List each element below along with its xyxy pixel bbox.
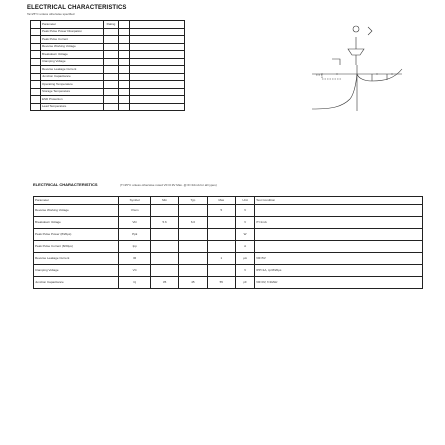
ratings-note-cell	[130, 21, 185, 29]
ec-header-row	[34, 197, 423, 205]
ratings-row	[31, 88, 185, 96]
ec-min-cell	[150, 229, 178, 241]
ratings-unit-cell	[119, 21, 130, 29]
ec-symbol-cell: IR	[119, 253, 151, 265]
ec-min-header: Min	[150, 197, 178, 205]
ratings-symbol-cell	[31, 36, 41, 44]
ec-row	[34, 253, 423, 265]
package-outline-upper	[332, 26, 372, 65]
ratings-row	[31, 43, 185, 51]
ratings-parameter-cell: Storage Temperature	[41, 88, 104, 96]
ratings-note-cell	[130, 73, 185, 81]
ratings-value-cell	[104, 103, 119, 111]
ratings-value-cell	[104, 96, 119, 104]
ratings-parameter-cell: Operating Temperature	[41, 81, 104, 89]
ratings-row	[31, 81, 185, 89]
ec-condition-cell: VR=5V	[255, 253, 423, 265]
ec-row	[34, 229, 423, 241]
ec-row	[34, 277, 423, 289]
ec-unit-cell: V	[236, 205, 255, 217]
ratings-note-cell	[130, 66, 185, 74]
ratings-parameter-cell: Lead Temperature	[41, 103, 104, 111]
ec-max-cell: 1	[207, 253, 235, 265]
ratings-value-cell: Rating	[104, 21, 119, 29]
ec-typ-header: Typ	[179, 197, 207, 205]
ratings-row	[31, 58, 185, 66]
ratings-note-cell	[130, 36, 185, 44]
ratings-row	[31, 36, 185, 44]
ratings-value-cell	[104, 36, 119, 44]
ratings-symbol-cell	[31, 28, 41, 36]
ec-typ-cell: 6.0	[179, 217, 207, 229]
electrical-section-title: ELECTRICAL CHARACTERISTICS	[33, 182, 98, 187]
ec-symbol-cell: Cj	[119, 277, 151, 289]
ec-row	[34, 217, 423, 229]
ratings-value-cell	[104, 88, 119, 96]
ratings-note-cell	[130, 28, 185, 36]
ratings-parameter-cell: ESD Protection	[41, 96, 104, 104]
ec-parameter-cell: Reverse Leakage Current	[34, 253, 119, 265]
ec-typ-cell	[179, 241, 207, 253]
ratings-parameter-cell: Clamping Voltage	[41, 58, 104, 66]
ec-unit-cell: pF	[236, 277, 255, 289]
ec-unit-cell: V	[236, 265, 255, 277]
ec-max-cell	[207, 229, 235, 241]
ec-min-cell	[150, 205, 178, 217]
ratings-value-cell	[104, 66, 119, 74]
ec-row	[34, 241, 423, 253]
ec-symbol-cell: Ppk	[119, 229, 151, 241]
ratings-symbol-cell	[31, 96, 41, 104]
ec-condition-cell	[255, 205, 423, 217]
ec-unit-cell: μA	[236, 253, 255, 265]
ratings-unit-cell	[119, 73, 130, 81]
ratings-symbol-cell	[31, 21, 41, 29]
ec-max-cell	[207, 217, 235, 229]
ec-condition-cell: VR=0V, f=1MHz	[255, 277, 423, 289]
ratings-unit-cell	[119, 28, 130, 36]
ec-parameter-cell: Junction Capacitance	[34, 277, 119, 289]
ratings-value-cell	[104, 51, 119, 59]
ec-symbol-cell: Ipp	[119, 241, 151, 253]
ratings-parameter-cell: Reverse Working Voltage	[41, 43, 104, 51]
ratings-value-cell	[104, 28, 119, 36]
ec-row	[34, 265, 423, 277]
ratings-symbol-cell	[31, 73, 41, 81]
ec-max-cell	[207, 265, 235, 277]
ratings-unit-cell	[119, 36, 130, 44]
ec-parameter-cell: Breakdown Voltage	[34, 217, 119, 229]
characteristic-curve-graphic	[302, 19, 410, 114]
ratings-unit-cell	[119, 58, 130, 66]
ec-unit-header: Unit	[236, 197, 255, 205]
ec-parameter-cell: Clamping Voltage	[34, 265, 119, 277]
ec-parameter-cell: Reverse Working Voltage	[34, 205, 119, 217]
ratings-parameter-cell: Peak Pulse Current	[41, 36, 104, 44]
ec-max-cell: 5	[207, 205, 235, 217]
ec-typ-cell	[179, 229, 207, 241]
ratings-symbol-cell	[31, 81, 41, 89]
ec-max-cell	[207, 241, 235, 253]
ec-condition-cell: IPP=1A, tp=8/20μs	[255, 265, 423, 277]
ratings-row	[31, 73, 185, 81]
ratings-note-cell	[130, 81, 185, 89]
ec-symbol-cell: Vbr	[119, 217, 151, 229]
ratings-parameter-cell: Parameter	[41, 21, 104, 29]
ec-min-cell	[150, 265, 178, 277]
ratings-note-cell	[130, 88, 185, 96]
ratings-note-cell	[130, 96, 185, 104]
ratings-parameter-cell: Breakdown Voltage	[41, 51, 104, 59]
ec-unit-cell: V	[236, 217, 255, 229]
ratings-value-cell	[104, 58, 119, 66]
ec-typ-cell: 45	[179, 277, 207, 289]
ec-unit-cell: W	[236, 229, 255, 241]
ratings-symbol-cell	[31, 66, 41, 74]
ratings-parameter-cell: Reverse Leakage Current	[41, 66, 104, 74]
ec-min-cell	[150, 241, 178, 253]
ratings-unit-cell	[119, 51, 130, 59]
ratings-table	[30, 20, 185, 111]
ec-symbol-cell: Vrwm	[119, 205, 151, 217]
ratings-parameter-cell: Junction Capacitance	[41, 73, 104, 81]
ratings-note-cell	[130, 43, 185, 51]
ratings-row	[31, 28, 185, 36]
page-subheading: Ta=25°C unless otherwise specified	[27, 12, 75, 16]
ratings-row	[31, 21, 185, 29]
ratings-symbol-cell	[31, 43, 41, 51]
electrical-characteristics-table	[33, 196, 423, 289]
ec-condition-cell	[255, 241, 423, 253]
ec-parameter-cell: Peak Pulse Current (8/20μs)	[34, 241, 119, 253]
ec-row	[34, 205, 423, 217]
ec-typ-cell	[179, 265, 207, 277]
ec-typ-cell	[179, 253, 207, 265]
ec-parameter-cell: Peak Pulse Power (8/20μs)	[34, 229, 119, 241]
ec-condition-header: Test Condition	[255, 197, 423, 205]
ratings-unit-cell	[119, 81, 130, 89]
ec-parameter-header: Parameter	[34, 197, 119, 205]
ratings-row	[31, 103, 185, 111]
ratings-unit-cell	[119, 103, 130, 111]
ec-symbol-header: Symbol	[119, 197, 151, 205]
ratings-value-cell	[104, 73, 119, 81]
ratings-note-cell	[130, 103, 185, 111]
ratings-symbol-cell	[31, 103, 41, 111]
ratings-symbol-cell	[31, 58, 41, 66]
ec-symbol-cell: VC	[119, 265, 151, 277]
curve-plot	[312, 65, 402, 111]
ec-condition-cell	[255, 229, 423, 241]
ratings-symbol-cell	[31, 88, 41, 96]
ratings-value-cell	[104, 81, 119, 89]
ec-max-cell: 55	[207, 277, 235, 289]
ratings-unit-cell	[119, 43, 130, 51]
ec-min-cell: 5.6	[150, 217, 178, 229]
page-heading: ELECTRICAL CHARACTERISTICS	[27, 5, 127, 11]
ratings-row	[31, 51, 185, 59]
electrical-conditions: (T=25°C unless otherwise noted VF=0.9V Max. @ IF=10mA for all types)	[120, 182, 217, 187]
ec-unit-cell: A	[236, 241, 255, 253]
ratings-unit-cell	[119, 96, 130, 104]
ec-min-cell	[150, 253, 178, 265]
ratings-unit-cell	[119, 88, 130, 96]
ratings-value-cell	[104, 43, 119, 51]
ratings-row	[31, 96, 185, 104]
ec-max-header: Max	[207, 197, 235, 205]
ec-min-cell: 35	[150, 277, 178, 289]
ratings-row	[31, 66, 185, 74]
ec-condition-cell: IT=1mA	[255, 217, 423, 229]
ratings-unit-cell	[119, 66, 130, 74]
ratings-note-cell	[130, 58, 185, 66]
ratings-parameter-cell: Peak Pulse Power Dissipation	[41, 28, 104, 36]
ec-typ-cell	[179, 205, 207, 217]
ratings-note-cell	[130, 51, 185, 59]
ratings-symbol-cell	[31, 51, 41, 59]
